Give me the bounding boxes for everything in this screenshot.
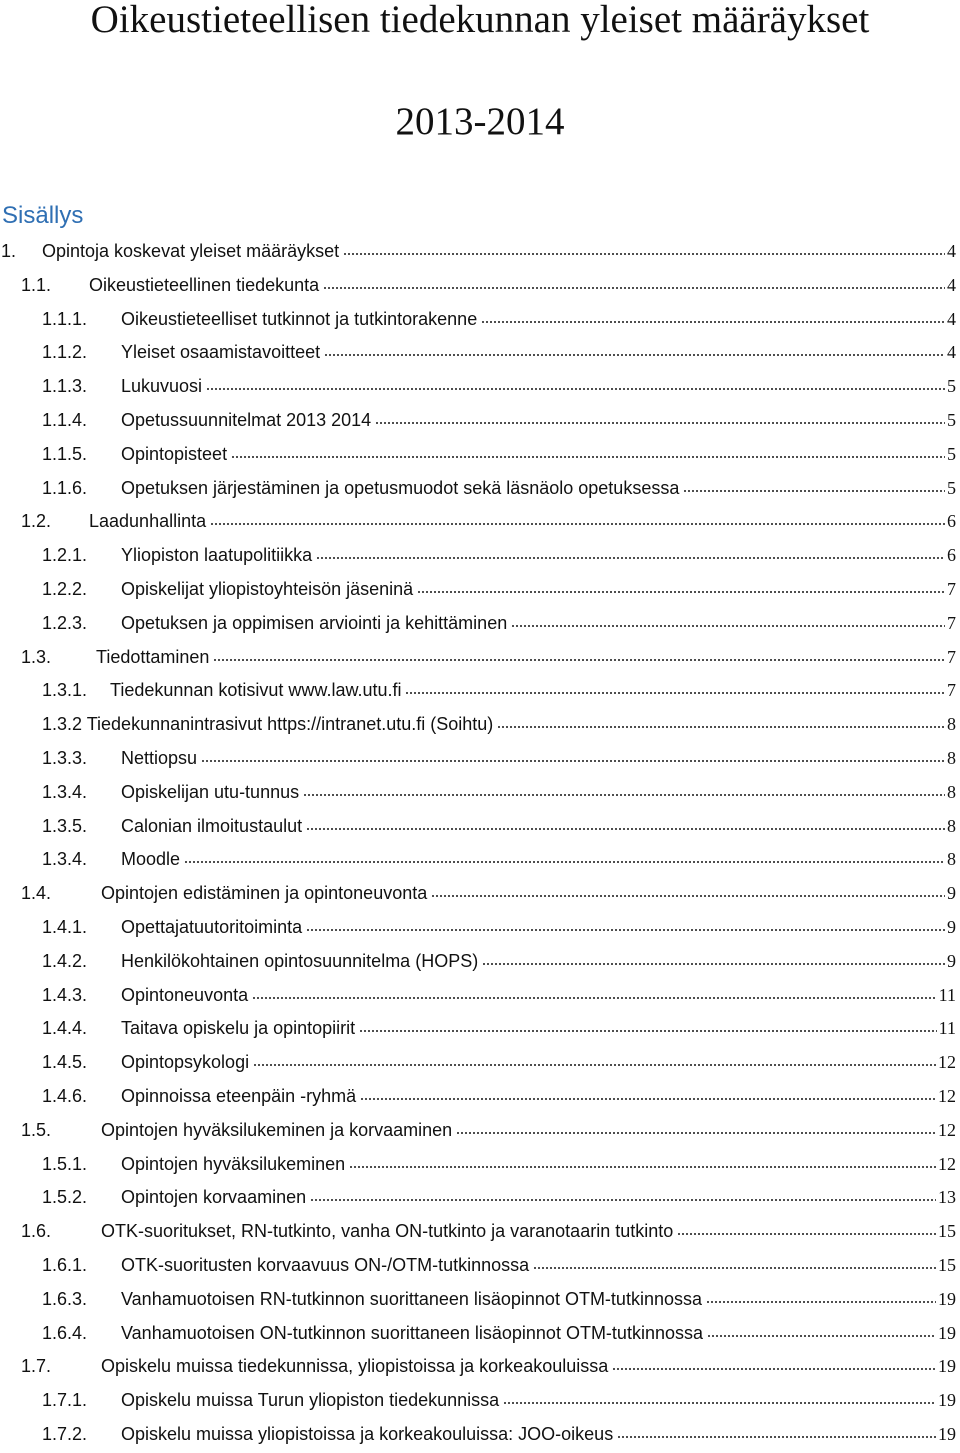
toc-entry-number: 1.3.1.: [42, 680, 88, 701]
toc-leader-dots: [201, 760, 945, 762]
toc-entry-number: 1.4.1.: [42, 916, 88, 937]
toc-entry-label-text: Opintojen hyväksilukeminen ja korvaaminen: [101, 1119, 453, 1140]
toc-entry[interactable]: [0, 741, 960, 775]
toc-entry-page: 8: [947, 781, 956, 802]
toc-entry[interactable]: [0, 1282, 960, 1316]
toc-entry-label-text: OTK-suoritusten korvaavuus ON-/OTM-tutkinnossa: [121, 1254, 530, 1275]
toc-leader-dots: [213, 659, 945, 661]
toc-leader-dots: [349, 1166, 936, 1168]
toc-entry-label: [121, 1018, 356, 1039]
toc-entry-number: 1.1.2.: [42, 342, 88, 363]
toc-entry-label-text: 1.3.2 Tiedekunnanintrasivut https://intranet.utu.fi (Soihtu): [42, 714, 494, 735]
toc-entry-number: 1.2.: [21, 511, 52, 532]
toc-entry-label-text: Henkilökohtainen opintosuunnitelma (HOPS): [121, 950, 479, 971]
toc-entry-page: 15: [938, 1254, 956, 1275]
toc-entry-number: 1.1.4.: [42, 409, 88, 430]
toc-entry[interactable]: [0, 1147, 960, 1181]
toc-entry-label: [121, 444, 228, 465]
toc-entry-number: 1.3.3.: [42, 747, 88, 768]
toc-entry-label-text: Vanhamuotoisen ON-tutkinnon suorittaneen lisäopinnot OTM-tutkinnossa: [121, 1322, 703, 1343]
toc-leader-dots: [417, 591, 945, 593]
toc-entry-page: 19: [938, 1423, 956, 1444]
year-text: 2013-2014: [395, 100, 565, 143]
toc-entry-label: [121, 478, 680, 499]
toc-entry-label: [121, 1390, 500, 1411]
toc-entry[interactable]: [0, 1316, 960, 1350]
toc-entry-page: 7: [947, 612, 956, 633]
toc-entry-number: 1.2.3.: [42, 612, 88, 633]
toc-entry-label: [121, 917, 303, 938]
toc-entry-label-text: Oikeustieteellinen tiedekunta: [89, 274, 320, 295]
toc-leader-dots: [324, 354, 945, 356]
toc-entry-page: 15: [938, 1221, 956, 1242]
toc-entry-number: 1.5.: [21, 1119, 52, 1140]
toc-leader-dots: [306, 828, 945, 830]
toc-entry[interactable]: [0, 876, 960, 910]
toc-entry-label-text: Calonian ilmoitustaulut: [121, 815, 303, 836]
toc-entry-number: 1.5.1.: [42, 1153, 88, 1174]
toc-entry-label-text: Opiskelu muissa tiedekunnissa, yliopistoissa ja korkeakouluissa: [101, 1356, 609, 1377]
toc-entry-label: [101, 883, 428, 904]
toc-entry-page: 11: [938, 1018, 956, 1039]
toc-entry-label-text: Opetuksen ja oppimisen arviointi ja kehittäminen: [121, 612, 508, 633]
toc-entry-label: [121, 748, 198, 769]
toc-entry-number: 1.6.3.: [42, 1288, 88, 1309]
toc-leader-dots: [231, 456, 945, 458]
toc-entry-label: [121, 1289, 703, 1310]
toc-entry-number: 1.4.6.: [42, 1085, 88, 1106]
toc-entry-number: 1.7.: [21, 1356, 52, 1377]
toc-leader-dots: [210, 523, 945, 525]
toc-entry-number: 1.6.1.: [42, 1254, 88, 1275]
toc-entry-label-text: Opintopisteet: [121, 443, 228, 464]
toc-leader-dots: [497, 726, 945, 728]
toc-entry-page: 12: [938, 1085, 956, 1106]
toc-entry[interactable]: [0, 234, 960, 268]
toc-entry-number: 1.3.4.: [42, 849, 88, 870]
toc-entry-page: 12: [938, 1052, 956, 1073]
toc-entry-page: 7: [947, 578, 956, 599]
toc-entry-label: [42, 714, 494, 735]
toc-entry[interactable]: [0, 471, 960, 505]
toc-entry-page: 5: [947, 376, 956, 397]
toc-leader-dots: [617, 1436, 936, 1438]
toc-entry-label-text: Opiskelijan utu-tunnus: [121, 781, 300, 802]
toc-leader-dots: [503, 1402, 936, 1404]
toc-entry-page: 12: [938, 1119, 956, 1140]
toc-entry-page: 9: [947, 883, 956, 904]
toc-entry-label-text: Tiedekunnan kotisivut www.law.utu.fi: [110, 680, 402, 701]
toc-entry[interactable]: [0, 504, 960, 538]
toc-entry-label-text: Oikeustieteelliset tutkinnot ja tutkintorakenne: [121, 308, 478, 329]
toc-leader-dots: [481, 321, 945, 323]
toc-entry-page: 7: [947, 646, 956, 667]
toc-entry[interactable]: [0, 1045, 960, 1079]
toc-entry-label: [121, 985, 249, 1006]
toc-entry-number: 1.5.2.: [42, 1187, 88, 1208]
toc-entry[interactable]: [0, 944, 960, 978]
toc-entry-label: [121, 849, 181, 870]
toc-entry-label-text: Opetussuunnitelmat 2013 2014: [121, 409, 372, 430]
toc-entry[interactable]: [0, 1417, 960, 1451]
toc-entry-number: 1.6.: [21, 1221, 52, 1242]
toc-entry-page: 8: [947, 815, 956, 836]
toc-entry-number: 1.2.2.: [42, 578, 88, 599]
toc-entry-label: [121, 1323, 704, 1344]
toc-leader-dots: [323, 287, 945, 289]
toc-entry-number: 1.6.4.: [42, 1322, 88, 1343]
toc-entry-label-text: Lukuvuosi: [121, 376, 203, 397]
toc-entry-label-text: Moodle: [121, 849, 181, 870]
toc-entry-label-text: Opinnoissa eteenpäin -ryhmä: [121, 1085, 357, 1106]
toc-leader-dots: [306, 929, 945, 931]
toc-entry[interactable]: [0, 369, 960, 403]
toc-entry-label: [89, 511, 207, 532]
toc-entry[interactable]: [0, 809, 960, 843]
toc-entry[interactable]: [0, 1113, 960, 1147]
toc-entry-label-text: Opiskelu muissa Turun yliopiston tiedekunnissa: [121, 1390, 500, 1411]
toc-entry-label: [121, 1086, 357, 1107]
toc-entry[interactable]: [0, 403, 960, 437]
toc-entry-label: [101, 1221, 674, 1242]
toc-entry-label-text: Opintojen korvaaminen: [121, 1187, 307, 1208]
toc-entry-page: 19: [938, 1288, 956, 1309]
toc-entry-label: [121, 309, 478, 330]
toc-leader-dots: [707, 1335, 936, 1337]
toc-entry-label-text: Yliopiston laatupolitiikka: [121, 545, 313, 566]
toc-entry-label: [42, 241, 340, 262]
toc-leader-dots: [303, 794, 945, 796]
toc-entry[interactable]: [0, 606, 960, 640]
toc-entry-page: 5: [947, 443, 956, 464]
toc-entry-label-text: Opintojen hyväksilukeminen: [121, 1153, 346, 1174]
toc-entry-label-text: Nettiopsu: [121, 747, 198, 768]
toc-entry-number: 1.4.: [21, 883, 52, 904]
toc-entry[interactable]: [0, 910, 960, 944]
toc-leader-dots: [456, 1132, 936, 1134]
toc-entry-page: 19: [938, 1390, 956, 1411]
toc-entry-label-text: OTK-suoritukset, RN-tutkinto, vanha ON-tutkinto ja varanotaarin tutkinto: [101, 1221, 674, 1242]
toc-leader-dots: [253, 1064, 936, 1066]
toc-entry-page: 5: [947, 477, 956, 498]
toc-entry-page: 4: [947, 342, 956, 363]
toc-entry-label: [110, 680, 402, 701]
toc-entry-label: [121, 816, 303, 837]
toc-leader-dots: [360, 1098, 936, 1100]
toc-entry-label: [121, 951, 479, 972]
toc-entry-page: 8: [947, 714, 956, 735]
toc-entry-label-text: Opettajatuutoritoiminta: [121, 916, 303, 937]
toc-entry-label-text: Opintopsykologi: [121, 1052, 250, 1073]
toc-entry[interactable]: [0, 640, 960, 674]
toc-entry-label-text: Opintoja koskevat yleiset määräykset: [42, 241, 340, 261]
toc-leader-dots: [359, 1030, 937, 1032]
toc-entry-page: 4: [947, 241, 956, 261]
toc-entry[interactable]: [0, 1383, 960, 1417]
toc-entry-label-text: Tiedottaminen: [96, 646, 210, 667]
toc-entry-label: [121, 376, 203, 397]
toc-leader-dots: [252, 997, 937, 999]
toc-entry-label: [121, 545, 313, 566]
toc-entry-page: 4: [947, 308, 956, 329]
toc-leader-dots: [405, 692, 945, 694]
document-title: Oikeustieteellisen tiedekunnan yleiset määräykset: [90, 0, 870, 41]
toc-entry-label: [121, 782, 300, 803]
toc-entry-number: 1.2.1.: [42, 545, 88, 566]
toc-entry-number: 1.1.: [21, 274, 52, 295]
toc-entry-page: 19: [938, 1322, 956, 1343]
toc-entry-number: 1.1.1.: [42, 308, 88, 329]
toc-entry[interactable]: [0, 1214, 960, 1248]
toc-entry-label: [121, 579, 414, 600]
toc-entry-page: 4: [947, 274, 956, 295]
toc-entry[interactable]: [0, 437, 960, 471]
toc-entry-label-text: Opintojen edistäminen ja opintoneuvonta: [101, 883, 428, 904]
toc-entry-page: 7: [947, 680, 956, 701]
toc-entry[interactable]: [0, 1180, 960, 1214]
toc-entry-number: 1.4.2.: [42, 950, 88, 971]
toc-entry[interactable]: [0, 775, 960, 809]
toc-leader-dots: [206, 388, 945, 390]
toc-entry[interactable]: [0, 538, 960, 572]
toc-entry[interactable]: [0, 302, 960, 336]
toc-leader-dots: [612, 1368, 936, 1370]
toc-entry-number: 1.3.4.: [42, 781, 88, 802]
toc-entry[interactable]: [0, 1011, 960, 1045]
toc-entry-label-text: Yleiset osaamistavoitteet: [121, 342, 321, 363]
toc-entry-label-text: Opetuksen järjestäminen ja opetusmuodot sekä läsnäolo opetuksessa: [121, 477, 680, 498]
toc-entry-number: 1.1.3.: [42, 376, 88, 397]
toc-leader-dots: [677, 1233, 936, 1235]
table-of-contents: [0, 234, 960, 1451]
toc-entry-label: [121, 1052, 250, 1073]
toc-entry-page: 13: [938, 1187, 956, 1208]
toc-entry-page: 12: [938, 1153, 956, 1174]
toc-entry-label: [101, 1120, 453, 1141]
toc-entry-number: 1.: [1, 241, 17, 261]
toc-leader-dots: [184, 861, 945, 863]
toc-entry-label: [121, 1424, 614, 1445]
toc-leader-dots: [316, 557, 945, 559]
toc-entry-page: 5: [947, 409, 956, 430]
toc-entry-page: 9: [947, 916, 956, 937]
toc-entry[interactable]: [0, 1079, 960, 1113]
toc-entry[interactable]: [0, 268, 960, 302]
toc-leader-dots: [683, 490, 945, 492]
toc-entry[interactable]: [0, 673, 960, 707]
toc-entry[interactable]: [0, 707, 960, 741]
toc-entry-label-text: Opintoneuvonta: [121, 984, 249, 1005]
toc-entry-page: 8: [947, 849, 956, 870]
toc-leader-dots: [482, 963, 945, 965]
toc-entry[interactable]: [0, 842, 960, 876]
toc-entry-number: 1.4.4.: [42, 1018, 88, 1039]
toc-entry-label-text: Opiskelijat yliopistoyhteisön jäseninä: [121, 578, 414, 599]
toc-entry-label: [121, 342, 321, 363]
toc-heading: Sisällys: [2, 202, 84, 229]
toc-entry[interactable]: [0, 1349, 960, 1383]
toc-entry-label: [121, 410, 372, 431]
toc-entry-page: 9: [947, 950, 956, 971]
toc-leader-dots: [706, 1301, 936, 1303]
toc-entry-label: [121, 1187, 307, 1208]
toc-entry-label: [121, 613, 508, 634]
toc-entry-number: 1.4.5.: [42, 1052, 88, 1073]
toc-entry-number: 1.1.5.: [42, 443, 88, 464]
toc-entry-page: 6: [947, 545, 956, 566]
toc-entry-page: 19: [938, 1356, 956, 1377]
toc-leader-dots: [375, 422, 945, 424]
toc-entry-label-text: Taitava opiskelu ja opintopiirit: [121, 1018, 356, 1039]
toc-leader-dots: [310, 1199, 936, 1201]
toc-entry-number: 1.4.3.: [42, 984, 88, 1005]
toc-entry-number: 1.3.5.: [42, 815, 88, 836]
toc-entry-label: [96, 647, 210, 668]
toc-leader-dots: [431, 895, 945, 897]
toc-entry-label-text: Vanhamuotoisen RN-tutkinnon suorittaneen lisäopinnot OTM-tutkinnossa: [121, 1288, 702, 1309]
toc-entry-number: 1.3.: [21, 646, 52, 667]
toc-entry-label-text: Opiskelu muissa yliopistoissa ja korkeakouluissa: JOO-oikeus: [121, 1423, 614, 1444]
toc-entry-label: [121, 1255, 530, 1276]
toc-entry[interactable]: [0, 572, 960, 606]
toc-entry-page: 8: [947, 747, 956, 768]
toc-leader-dots: [343, 253, 945, 255]
toc-entry-page: 11: [938, 984, 956, 1005]
toc-entry[interactable]: [0, 335, 960, 369]
toc-leader-dots: [511, 625, 945, 627]
document-year: [0, 102, 960, 142]
toc-entry-number: 1.7.1.: [42, 1390, 88, 1411]
toc-entry-label: [101, 1356, 609, 1377]
toc-entry-label: [89, 275, 320, 296]
toc-entry-number: 1.1.6.: [42, 477, 88, 498]
toc-entry[interactable]: [0, 978, 960, 1012]
toc-entry[interactable]: [0, 1248, 960, 1282]
toc-entry-page: 6: [947, 511, 956, 532]
toc-entry-number: 1.7.2.: [42, 1423, 88, 1444]
toc-leader-dots: [533, 1267, 936, 1269]
toc-entry-label: [121, 1154, 346, 1175]
toc-entry-label-text: Laadunhallinta: [89, 511, 207, 532]
